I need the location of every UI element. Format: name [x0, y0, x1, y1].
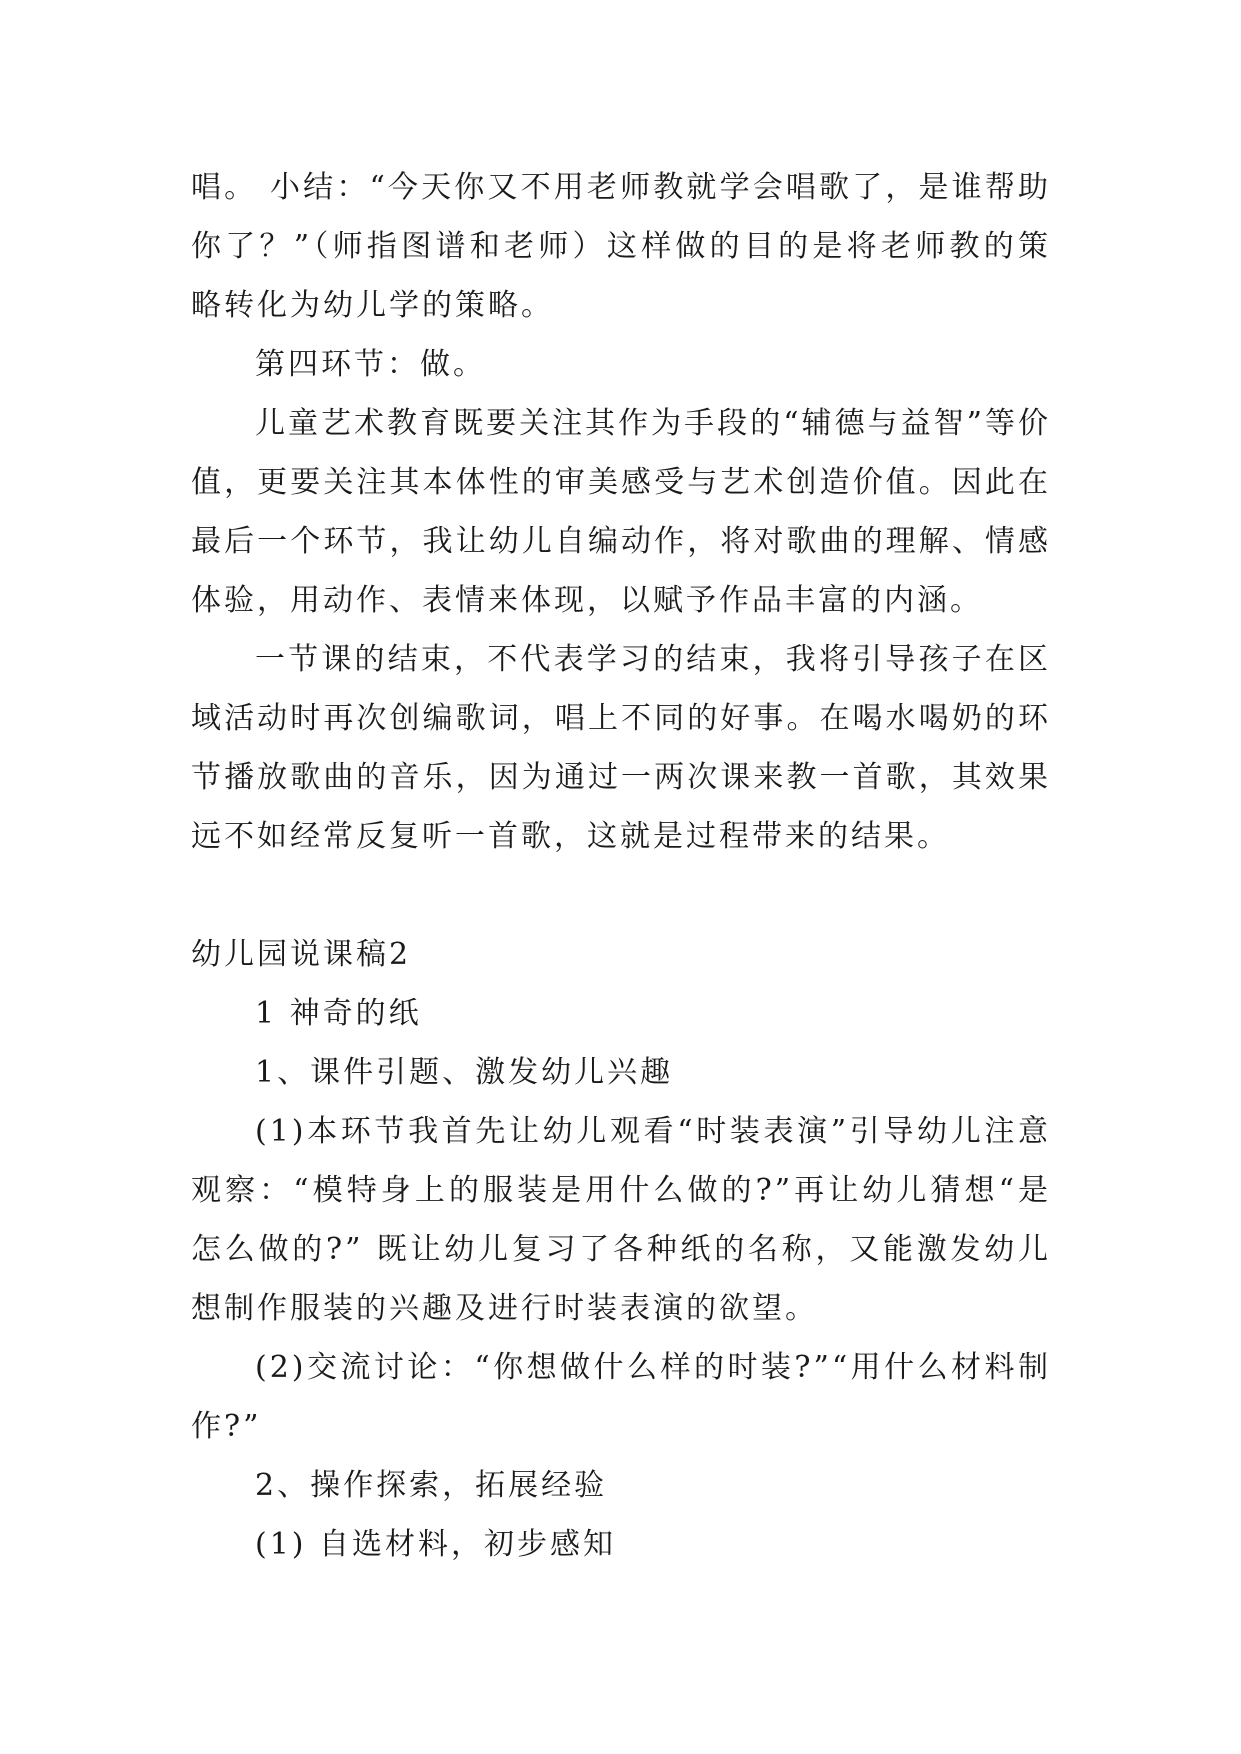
paragraph-step-two-heading: 2、操作探索，拓展经验: [255, 1468, 608, 1503]
paragraph-art-education: 儿童艺术教育既要关注其作为手段的“辅德与益智”等价值，更要关注其本体性的审美感受与艺术创造价值。因此在最后一个环节，我让幼儿自编动作，将对歌曲的理解、情感体验，用动作、表情来体现，以赋予作品丰富的内涵。: [191, 406, 1051, 618]
paragraph-lesson-name: 1 神奇的纸: [255, 996, 422, 1031]
paragraph-step-one-part-one: (1)本环节我首先让幼儿观看“时装表演”引导幼儿注意观察：“模特身上的服装是用什么做的?”再让幼儿猜想“是怎么做的?” 既让幼儿复习了各种纸的名称，又能激发幼儿想制作服装的兴趣及进行时装表演的欲望。: [191, 1114, 1051, 1326]
paragraph-lesson-end: 一节课的结束，不代表学习的结束，我将引导孩子在区域活动时再次创编歌词，唱上不同的好事。在喝水喝奶的环节播放歌曲的音乐，因为通过一两次课来教一首歌，其效果远不如经常反复听一首歌，这就是过程带来的结果。: [191, 642, 1051, 854]
section-title: 幼儿园说课稿2: [191, 937, 412, 972]
paragraph-summary-continued: 唱。 小结：“今天你又不用老师教就学会唱歌了，是谁帮助你了？”（师指图谱和老师）这样做的目的是将老师教的策略转化为幼儿学的策略。: [191, 170, 1051, 323]
paragraph-step-four-heading: 第四环节：做。: [255, 347, 486, 382]
document-body: [191, 158, 1051, 1574]
paragraph-step-two-part-one: (1) 自选材料，初步感知: [255, 1527, 617, 1562]
paragraph-step-one-heading: 1、课件引题、激发幼儿兴趣: [255, 1055, 674, 1090]
paragraph-step-one-part-two: (2)交流讨论：“你想做什么样的时装?”“用什么材料制作?”: [191, 1350, 1051, 1444]
